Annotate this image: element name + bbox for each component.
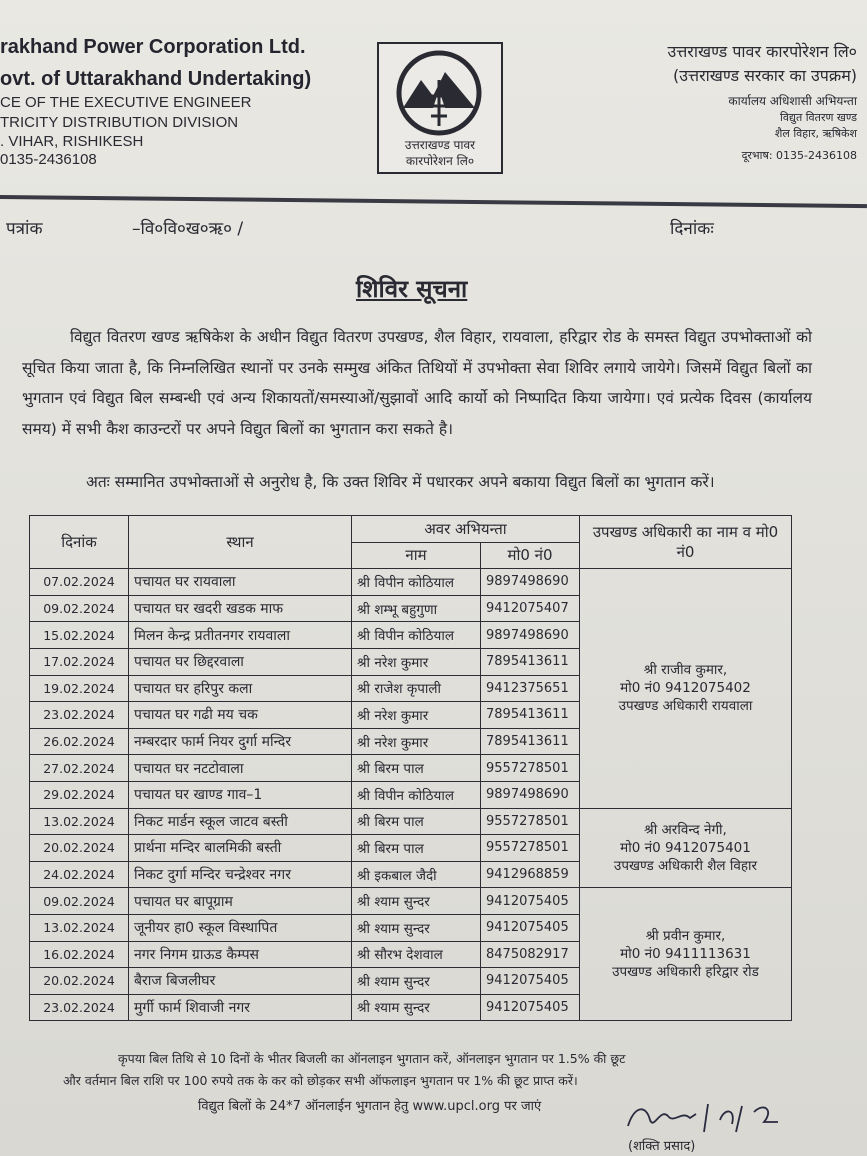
row-engineer-mobile: 7895413611 [481, 648, 580, 675]
row-date: 16.02.2024 [30, 941, 129, 968]
row-date: 26.02.2024 [30, 728, 129, 755]
row-date: 09.02.2024 [30, 595, 129, 622]
row-engineer-name: श्री बिरम पाल [352, 755, 481, 782]
table-body [30, 569, 792, 1021]
officer-name: श्री प्रवीन कुमार, [645, 928, 726, 945]
row-date: 09.02.2024 [30, 888, 129, 915]
row-date: 17.02.2024 [30, 648, 129, 675]
division-line: TRICITY DISTRIBUTION DIVISION [0, 114, 239, 131]
reference-number: –वि०वि०ख०ऋ० / [132, 219, 244, 239]
row-engineer-name: श्री शम्भू बहुगुणा [352, 595, 481, 622]
row-engineer-mobile: 9412075405 [481, 968, 580, 995]
row-place: बैराज बिजलीघर [129, 968, 352, 995]
header-name: नाम [352, 542, 481, 569]
row-date: 19.02.2024 [30, 675, 129, 702]
row-date: 24.02.2024 [30, 861, 129, 888]
officer-mobile: मो0 नं0 9411113631 [620, 946, 751, 963]
officer-name: श्री अरविन्द नेगी, [644, 821, 727, 838]
phone-line-hindi: दूरभाष: 0135-2436108 [741, 149, 857, 162]
row-place: निकट मार्डन स्कूल जाटव बस्ती [129, 808, 352, 835]
row-date: 20.02.2024 [30, 968, 129, 995]
table-header-row [30, 516, 792, 543]
row-date: 15.02.2024 [30, 622, 129, 649]
row-engineer-mobile: 9557278501 [481, 808, 580, 835]
row-place: पचायत घर खदरी खडक माफ [129, 595, 352, 622]
notice-request: अतः सम्मानित उपभोक्ताओं से अनुरोध है, कि उक्त शिविर में पधारकर अपने बकाया विद्युत बिलों का भुगतान करें। [86, 473, 715, 491]
row-place: मिलन केन्द्र प्रतीतनगर रायवाला [129, 622, 352, 649]
logo-caption-1: उत्तराखण्ड पावर [404, 138, 476, 152]
officer-designation: उपखण्ड अधिकारी हरिद्वार रोड [612, 964, 759, 981]
header-date: दिनांक [30, 516, 129, 569]
row-date: 13.02.2024 [30, 914, 129, 941]
row-date: 29.02.2024 [30, 781, 129, 808]
row-place: प्रार्थना मन्दिर बालमिकी बस्ती [129, 835, 352, 862]
row-engineer-name: श्री नरेश कुमार [352, 648, 481, 675]
company-subtitle-hindi: (उत्तराखण्ड सरकार का उपक्रम) [673, 66, 857, 85]
handwritten-signature [624, 1098, 784, 1134]
camp-schedule-table [29, 515, 792, 1021]
row-engineer-name: श्री नरेश कुमार [352, 702, 481, 729]
row-engineer-mobile: 9412075405 [481, 888, 580, 915]
mountain-tower-icon [389, 50, 489, 136]
company-subtitle: ovt. of Uttarakhand Undertaking) [0, 68, 312, 90]
row-engineer-name: श्री विपीन कोठियाल [352, 569, 481, 596]
row-place: नगर निगम ग्राऊड कैम्पस [129, 941, 352, 968]
row-engineer-mobile: 9412075407 [481, 595, 580, 622]
row-place: पचायत घर नटटोवाला [129, 755, 352, 782]
footer-line-3: विद्युत बिलों के 24*7 ऑनलाईन भुगतान हेतु www.upcl.org पर जाएं [198, 1099, 542, 1114]
row-date: 27.02.2024 [30, 755, 129, 782]
notice-title: शिविर सूचना [356, 275, 468, 303]
address-line: . VIHAR, RISHIKESH [0, 133, 144, 150]
office-line: CE OF THE EXECUTIVE ENGINEER [0, 94, 252, 111]
row-engineer-mobile: 7895413611 [481, 728, 580, 755]
header-junior-engineer: अवर अभियन्ता [352, 516, 580, 543]
row-engineer-name: श्री इकबाल जैदी [352, 861, 481, 888]
row-engineer-name: श्री नरेश कुमार [352, 728, 481, 755]
row-engineer-mobile: 9897498690 [481, 569, 580, 596]
officer-cell [580, 569, 792, 808]
company-name: rakhand Power Corporation Ltd. [0, 36, 306, 58]
table-row [30, 569, 792, 596]
row-engineer-name: श्री राजेश कृपाली [352, 675, 481, 702]
officer-cell [580, 888, 792, 1021]
row-engineer-name: श्री बिरम पाल [352, 808, 481, 835]
signatory-name: (शक्ति प्रसाद) [628, 1139, 696, 1154]
row-engineer-mobile: 9412375651 [481, 675, 580, 702]
row-place: पचायत घर गढी मय चक [129, 702, 352, 729]
header-divider [0, 195, 867, 208]
row-place: पचायत घर बापूग्राम [129, 888, 352, 915]
row-engineer-mobile: 9557278501 [481, 835, 580, 862]
row-engineer-mobile: 8475082917 [481, 941, 580, 968]
row-engineer-name: श्री बिरम पाल [352, 835, 481, 862]
header-officer: उपखण्ड अधिकारी का नाम व मो0 नं0 [580, 516, 792, 569]
row-place: पचायत घर खाण्ड गाव–1 [129, 781, 352, 808]
row-place: पचायत घर हरिपुर कला [129, 675, 352, 702]
row-engineer-mobile: 9557278501 [481, 755, 580, 782]
officer-mobile: मो0 नं0 9412075402 [620, 680, 751, 697]
officer-mobile: मो0 नं0 9412075401 [620, 839, 751, 856]
table-row [30, 888, 792, 915]
row-date: 13.02.2024 [30, 808, 129, 835]
row-place: निकट दुर्गा मन्दिर चन्द्रेश्वर नगर [129, 861, 352, 888]
officer-name: श्री राजीव कुमार, [643, 662, 728, 679]
row-engineer-name: श्री श्याम सुन्दर [352, 968, 481, 995]
footer-line-2: और वर्तमान बिल राशि पर 100 रुपये तक के कर को छोड़कर सभी ऑफलाइन भुगतान पर 1% की छूट प्राप्त करें। [63, 1073, 578, 1088]
row-engineer-mobile: 9412968859 [481, 861, 580, 888]
row-engineer-mobile: 9412075405 [481, 914, 580, 941]
row-engineer-name: श्री श्याम सुन्दर [352, 914, 481, 941]
row-engineer-name: श्री श्याम सुन्दर [352, 994, 481, 1021]
row-date: 07.02.2024 [30, 569, 129, 596]
row-place: नम्बरदार फार्म नियर दुर्गा मन्दिर [129, 728, 352, 755]
table-row [30, 808, 792, 835]
logo-caption-2: कारपोरेशन लि० [405, 154, 475, 168]
row-date: 23.02.2024 [30, 994, 129, 1021]
officer-designation: उपखण्ड अधिकारी रायवाला [618, 698, 753, 715]
header-mobile: मो0 नं0 [481, 542, 580, 569]
row-place: पचायत घर छिद्दरवाला [129, 648, 352, 675]
row-engineer-mobile: 9897498690 [481, 781, 580, 808]
row-engineer-mobile: 7895413611 [481, 702, 580, 729]
date-label: दिनांकः [670, 219, 714, 239]
footer-line-1: कृपया बिल तिथि से 10 दिनों के भीतर बिजली का ऑनलाइन भुगतान करें, ऑनलाइन भुगतान पर 1.5% की छूट [118, 1051, 626, 1066]
notice-body: विद्युत वितरण खण्ड ऋषिकेश के अधीन विद्युत वितरण उपखण्ड, शैल विहार, रायवाला, हरिद्वार रोड के समस्त विद्युत उपभोक्ताओं को सूचित किया जाता है, कि निम्नलिखित स्थानों पर उनके सम्मुख अंकित तिथियों में उपभोक्ता सेवा शिविर लगाये जायेगे। जिसमें विद्युत बिलों का भुगतान एवं विद्युत बिल सम्बन्धी एवं अन्य शिकायतों/समस्याओं/सुझावों आदि कार्यो को निष्पादित किया जायेगा। एवं प्रत्येक दिवस (कार्यालय समय) में सभी कैश काउन्टरों पर अपने विद्युत बिलों का भुगतान करा सकते है। [22, 328, 812, 438]
row-engineer-name: श्री विपीन कोठियाल [352, 781, 481, 808]
division-line-hindi: विद्युत वितरण खण्ड [780, 111, 857, 124]
header-place: स्थान [129, 516, 352, 569]
row-place: मुर्गी फार्म शिवाजी नगर [129, 994, 352, 1021]
row-place: पचायत घर रायवाला [129, 569, 352, 596]
reference-label: पत्रांक [6, 219, 43, 239]
phone-line: 0135-2436108 [0, 151, 97, 168]
row-date: 23.02.2024 [30, 702, 129, 729]
row-engineer-name: श्री सौरभ देशवाल [352, 941, 481, 968]
row-date: 20.02.2024 [30, 835, 129, 862]
company-name-hindi: उत्तराखण्ड पावर कारपोरेशन लि० [667, 42, 857, 61]
row-engineer-name: श्री श्याम सुन्दर [352, 888, 481, 915]
row-engineer-mobile: 9897498690 [481, 622, 580, 649]
officer-cell [580, 808, 792, 888]
company-logo [377, 42, 503, 174]
officer-designation: उपखण्ड अधिकारी शैल विहार [613, 857, 758, 874]
row-engineer-name: श्री विपीन कोठियाल [352, 622, 481, 649]
office-line-hindi: कार्यालय अधिशासी अभियन्ता [728, 94, 857, 108]
row-engineer-mobile: 9412075405 [481, 994, 580, 1021]
address-line-hindi: शैल विहार, ऋषिकेश [774, 127, 857, 140]
row-place: जूनीयर हा0 स्कूल विस्थापित [129, 914, 352, 941]
